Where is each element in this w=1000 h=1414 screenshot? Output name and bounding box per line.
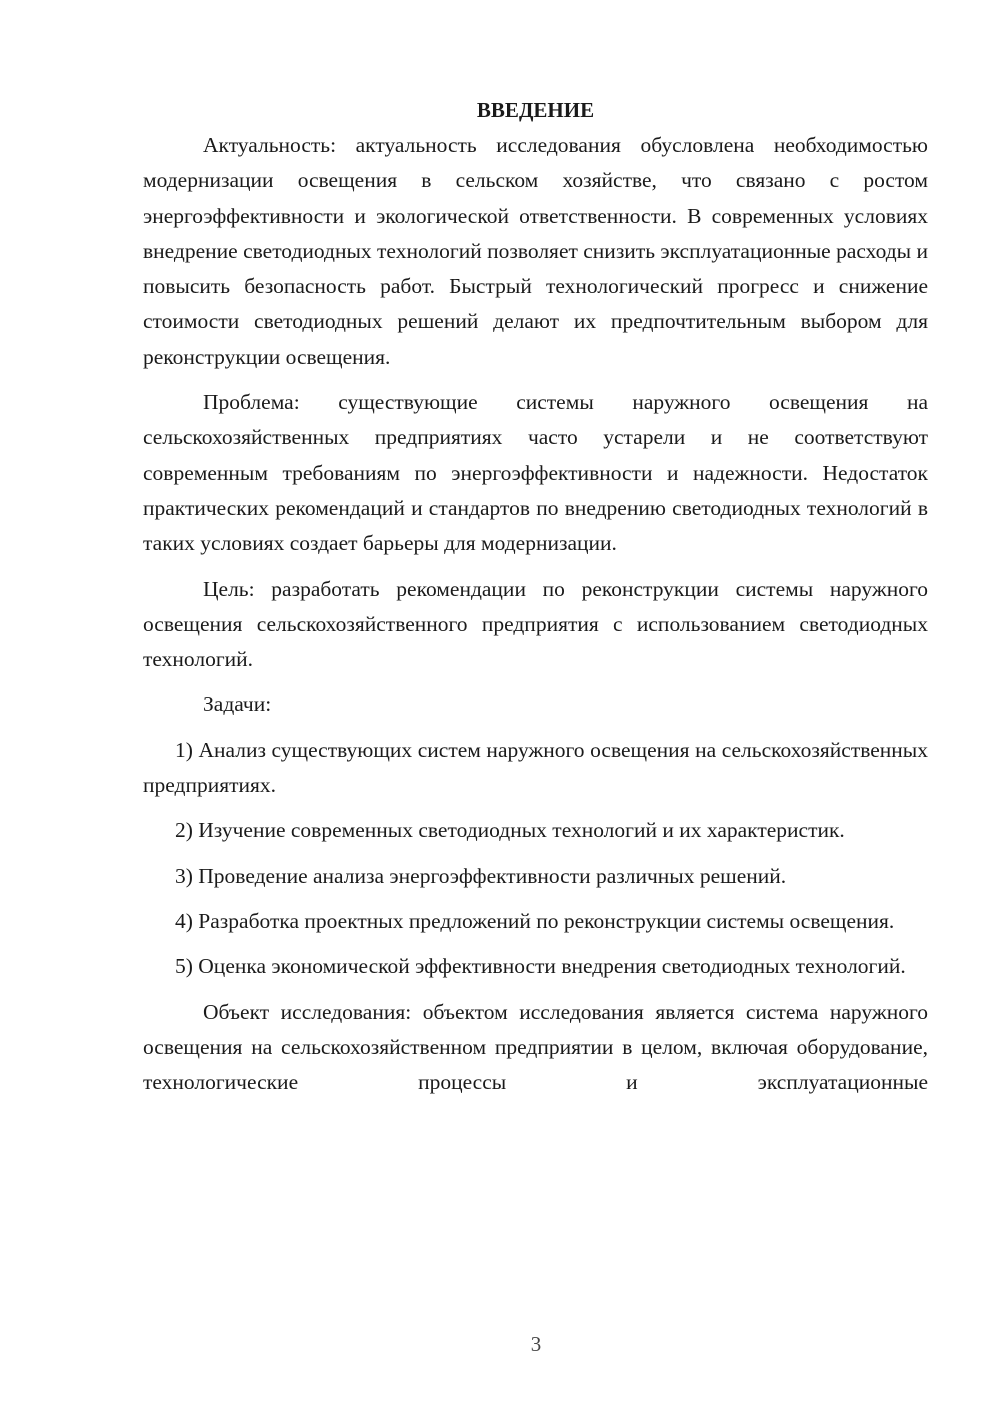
task-item: 4) Разработка проектных предложений по реконструкции системы освещения. [175, 908, 895, 933]
task-item: 3) Проведение анализа энергоэффективности различных решений. [175, 863, 787, 888]
task-item: 2) Изучение современных светодиодных технологий и их характеристик. [175, 818, 845, 843]
object-paragraph: Объект исследования: объектом исследования является система наружного освещения на сельскохозяйственном предприятии в целом, включая оборудование, технологические процессы и эксплуатационные [143, 999, 928, 1095]
relevance-paragraph: Актуальность: актуальность исследования обусловлена необходимостью модернизации освещения в сельском хозяйстве, что связано с ростом энергоэффективности и экологической ответственности. В современных условиях внедрение светодиодных технологий позволяет снизить эксплуатационные расходы и повысить безопасность работ. Быстрый технологический прогресс и снижение стоимости светодиодных решений делают их предпочтительным выбором для реконструкции освещения. [143, 133, 928, 369]
tasks-heading: Задачи: [203, 692, 272, 717]
page-content [143, 94, 928, 1100]
problem-paragraph: Проблема: существующие системы наружного освещения на сельскохозяйственных предприятиях часто устарели и не соответствуют современным требованиям по энергоэффективности и надежности. Недостаток практических рекомендаций и стандартов по внедрению светодиодных технологий в таких условиях создает барьеры для модернизации. [143, 390, 928, 556]
section-title: ВВЕДЕНИЕ [476, 98, 595, 122]
goal-paragraph: Цель: разработать рекомендации по реконструкции системы наружного освещения сельскохозяйственного предприятия с использованием светодиодных технологий. [143, 576, 928, 672]
task-item: 1) Анализ существующих систем наружного освещения на сельскохозяйственных предприятиях. [143, 737, 928, 798]
task-item: 5) Оценка экономической эффективности внедрения светодиодных технологий. [175, 954, 906, 979]
page-number: 3 [530, 1332, 542, 1356]
